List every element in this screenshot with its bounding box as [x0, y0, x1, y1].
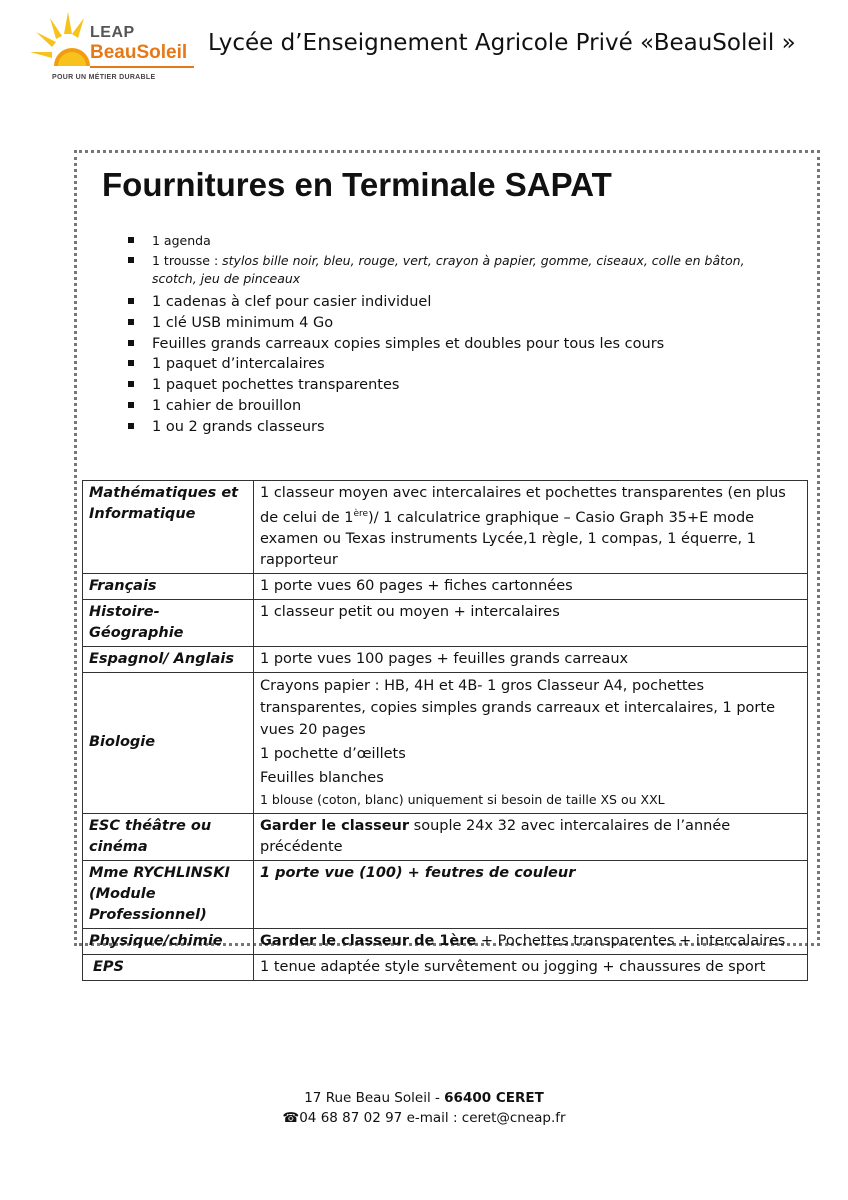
subject-cell: Français [83, 573, 254, 599]
supply-text: 1 clé USB minimum 4 Go [152, 314, 334, 331]
list-item [124, 232, 764, 250]
table-row [83, 573, 808, 599]
subject-cell: Espagnol/ Anglais [83, 646, 254, 672]
requirement-emphasis: Garder le classeur [260, 817, 410, 834]
requirement-text: 1 pochette d’œillets [260, 745, 406, 762]
supply-text: 1 cadenas à clef pour casier individuel [152, 294, 432, 310]
list-item [124, 292, 764, 313]
requirement-emphasis: Garder le classeur de 1ère [260, 932, 477, 949]
leap-logo [28, 8, 188, 88]
table-row [83, 860, 808, 928]
supply-text: 1 paquet d’intercalaires [152, 356, 325, 373]
footer-address [0, 1090, 848, 1106]
footer-contact [0, 1110, 848, 1126]
subject-label: EPS [93, 958, 124, 975]
page-title: Fournitures en Terminale SAPAT [102, 166, 612, 203]
table-row [83, 599, 808, 646]
supply-text: Feuilles grands carreaux copies simples et doubles pour tous les cours [152, 335, 665, 352]
subject-cell: Physique/chimie [83, 928, 254, 954]
supply-text: 1 paquet pochettes transparentes [152, 377, 400, 394]
requirement-cell [254, 928, 808, 954]
subjects-table [82, 480, 808, 981]
requirement-cell [254, 481, 808, 574]
subject-cell [83, 954, 254, 980]
logo-text-beausoleil: BeauSoleil [90, 42, 188, 63]
requirement-emphasis: 1 porte vue (100) + feutres de couleur [260, 864, 576, 881]
table-row [83, 954, 808, 980]
requirement-cell [254, 813, 808, 860]
table-row [83, 813, 808, 860]
table-row [83, 672, 808, 813]
supplies-list [124, 232, 764, 438]
logo-text-leap: LEAP [90, 24, 135, 41]
requirement-cell [254, 860, 808, 928]
school-name: Lycée d’Enseignement Agricole Privé «BeauSoleil » [208, 30, 796, 56]
requirement-text: 1 classeur moyen avec intercalaires et pochettes transparentes (en plus de celui de 1 [260, 485, 786, 526]
phone-icon: ☎ [282, 1110, 300, 1126]
subject-cell: Mathématiques et Informatique [83, 481, 254, 574]
list-item [124, 417, 764, 438]
list-item [124, 313, 764, 334]
list-item [124, 396, 764, 417]
logo-underline [90, 66, 194, 68]
superscript: ère [353, 509, 369, 519]
address-street: 17 Rue Beau Soleil - [304, 1090, 445, 1106]
sun-icon [28, 8, 98, 78]
requirement-text: + Pochettes transparentes + intercalaires [476, 932, 786, 949]
requirement-cell [254, 672, 808, 813]
subject-cell: Histoire-Géographie [83, 599, 254, 646]
supply-text: 1 ou 2 grands classeurs [152, 418, 325, 435]
requirement-cell: 1 tenue adaptée style survêtement ou jogging + chaussures de sport [254, 954, 808, 980]
requirement-text: Crayons papier : HB, 4H et 4B- 1 gros Classeur A4, pochettes transparentes, copies simples grands carreaux et intercalaires, 1 porte vues 20 pages [260, 677, 775, 738]
requirement-text: Feuilles blanches [260, 769, 384, 786]
list-item [124, 252, 764, 288]
list-item [124, 375, 764, 396]
supply-text: 1 trousse : [152, 253, 223, 268]
subject-cell: ESC théâtre ou cinéma [83, 813, 254, 860]
table-row [83, 928, 808, 954]
table-row [83, 481, 808, 574]
supply-text: 1 cahier de brouillon [152, 397, 302, 414]
requirement-text: )/ 1 calculatrice graphique – Casio Graph 35+E mode examen ou Texas instruments Lycée,1 règle, 1 compas, 1 équerre, 1 rapporteur [260, 509, 757, 568]
supply-text: 1 agenda [152, 233, 211, 248]
contact-line: 04 68 87 02 97 e-mail : ceret@cneap.fr [299, 1110, 566, 1126]
subject-cell: Biologie [83, 672, 254, 813]
subject-cell: Mme RYCHLINSKI (Module Professionnel) [83, 860, 254, 928]
address-city: 66400 CERET [444, 1090, 544, 1106]
requirement-cell: 1 classeur petit ou moyen + intercalaires [254, 599, 808, 646]
requirement-cell: 1 porte vues 60 pages + fiches cartonnées [254, 573, 808, 599]
list-item [124, 354, 764, 375]
list-item [124, 334, 764, 355]
logo-tagline: POUR UN MÉTIER DURABLE [52, 74, 156, 81]
requirement-cell: 1 porte vues 100 pages + feuilles grands carreaux [254, 646, 808, 672]
supply-detail: stylos bille noir, bleu, rouge, vert, crayon à papier, gomme, ciseaux, colle en bâton, scotch, jeu de pinceaux [152, 253, 745, 286]
requirement-text: souple 24x 32 avec intercalaires de l’année précédente [260, 817, 731, 855]
table-row [83, 646, 808, 672]
requirement-text: 1 blouse (coton, blanc) uniquement si besoin de taille XS ou XXL [260, 791, 665, 807]
